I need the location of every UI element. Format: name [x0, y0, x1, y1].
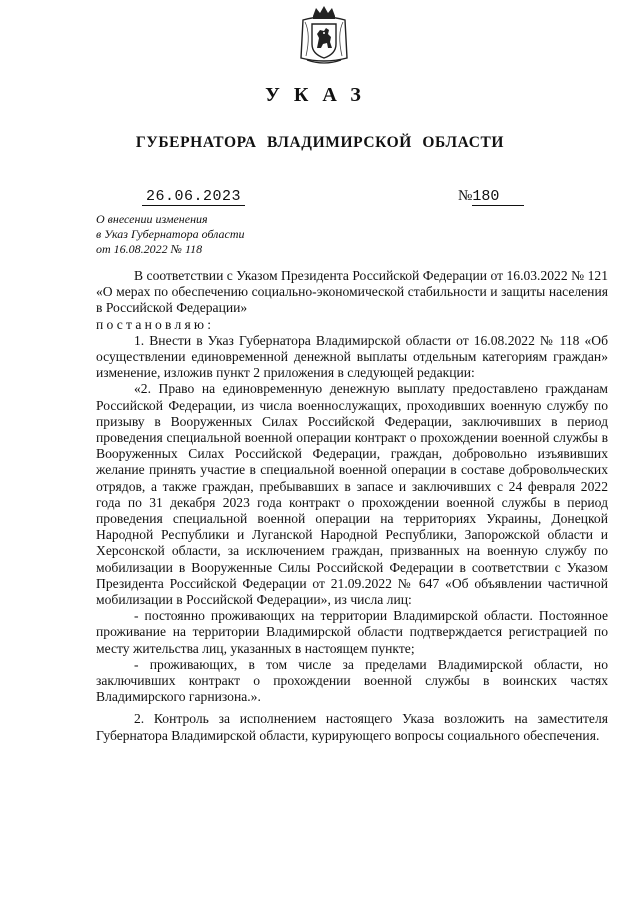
- subject-block: [96, 212, 296, 257]
- bullet-paragraph: - проживающих, в том числе за пределами Владимирской области, но заключивших контракт о прохождении военной службы в воинских частях Владимирского гарнизона.».: [96, 656, 608, 705]
- item-2-paragraph: 2. Контроль за исполнением настоящего Указа возложить на заместителя Губернатора Владимирской области, курирующего вопросы социального обеспечения.: [96, 711, 608, 743]
- number-prefix: №: [458, 188, 473, 204]
- document-date: 26.06.2023: [142, 188, 245, 206]
- item-1-paragraph: 1. Внести в Указ Губернатора Владимирской области от 16.08.2022 № 118 «Об осуществлении единовременной денежной выплаты отдельным категориям граждан» изменение, изложив пункт 2 приложения в следующей редакции:: [96, 332, 608, 381]
- item-1-quoted-text: «2. Право на единовременную денежную выплату предоставлено гражданам Российской Федерации, из числа военнослужащих, проходивших военную службу по призыву в Вооруженных Силах Российской Федерации, заключивших в период проведения специальной военной операции контракт о прохождении военной службы в Вооруженных Силах Российской Федерации, граждан, добровольно изъявивших желание принять участие в специальной военной операции в составе добровольческих отрядов, а также граждан, пребывавших в запасе и заключивших с 24 февраля 2022 года по 31 декабря 2023 года контракт о прохождении военной службы в период проведения специальной военной операции на территориях Украины, Донецкой Народной Республики и Луганской Народной Республики, Запорожской области и Херсонской области, за исключением граждан, призванных на военную службу по мобилизации в Вооруженные Силы Российской Федерации в соответствии с Указом Президента Российской Федерации от 21.09.2022 № 647 «Об объявлении частичной мобилизации в Российской Федерации», из числа лиц:: [96, 381, 608, 608]
- document-number: [458, 188, 524, 206]
- coat-of-arms-icon: [297, 4, 351, 66]
- subject-line: О внесении изменения: [96, 212, 208, 226]
- document-title: УКАЗ: [265, 84, 375, 106]
- decree-word: постановляю:: [96, 316, 215, 332]
- number-value: 180: [472, 188, 524, 206]
- document-subtitle: ГУБЕРНАТОРА ВЛАДИМИРСКОЙ ОБЛАСТИ: [135, 134, 505, 151]
- preamble-paragraph: В соответствии с Указом Президента Российской Федерации от 16.03.2022 № 121 «О мерах по обеспечению социально-экономической стабильности и защиты населения в Российской Федерации»: [96, 268, 608, 316]
- subject-line: от 16.08.2022 № 118: [96, 242, 203, 256]
- document-body: [96, 268, 608, 744]
- subject-line: в Указ Губернатора области: [96, 227, 245, 241]
- bullet-paragraph: - постоянно проживающих на территории Владимирской области. Постоянное проживание на территории Владимирской области подтверждается регистрацией по месту жительства лиц, указанных в настоящем пункте;: [96, 608, 608, 656]
